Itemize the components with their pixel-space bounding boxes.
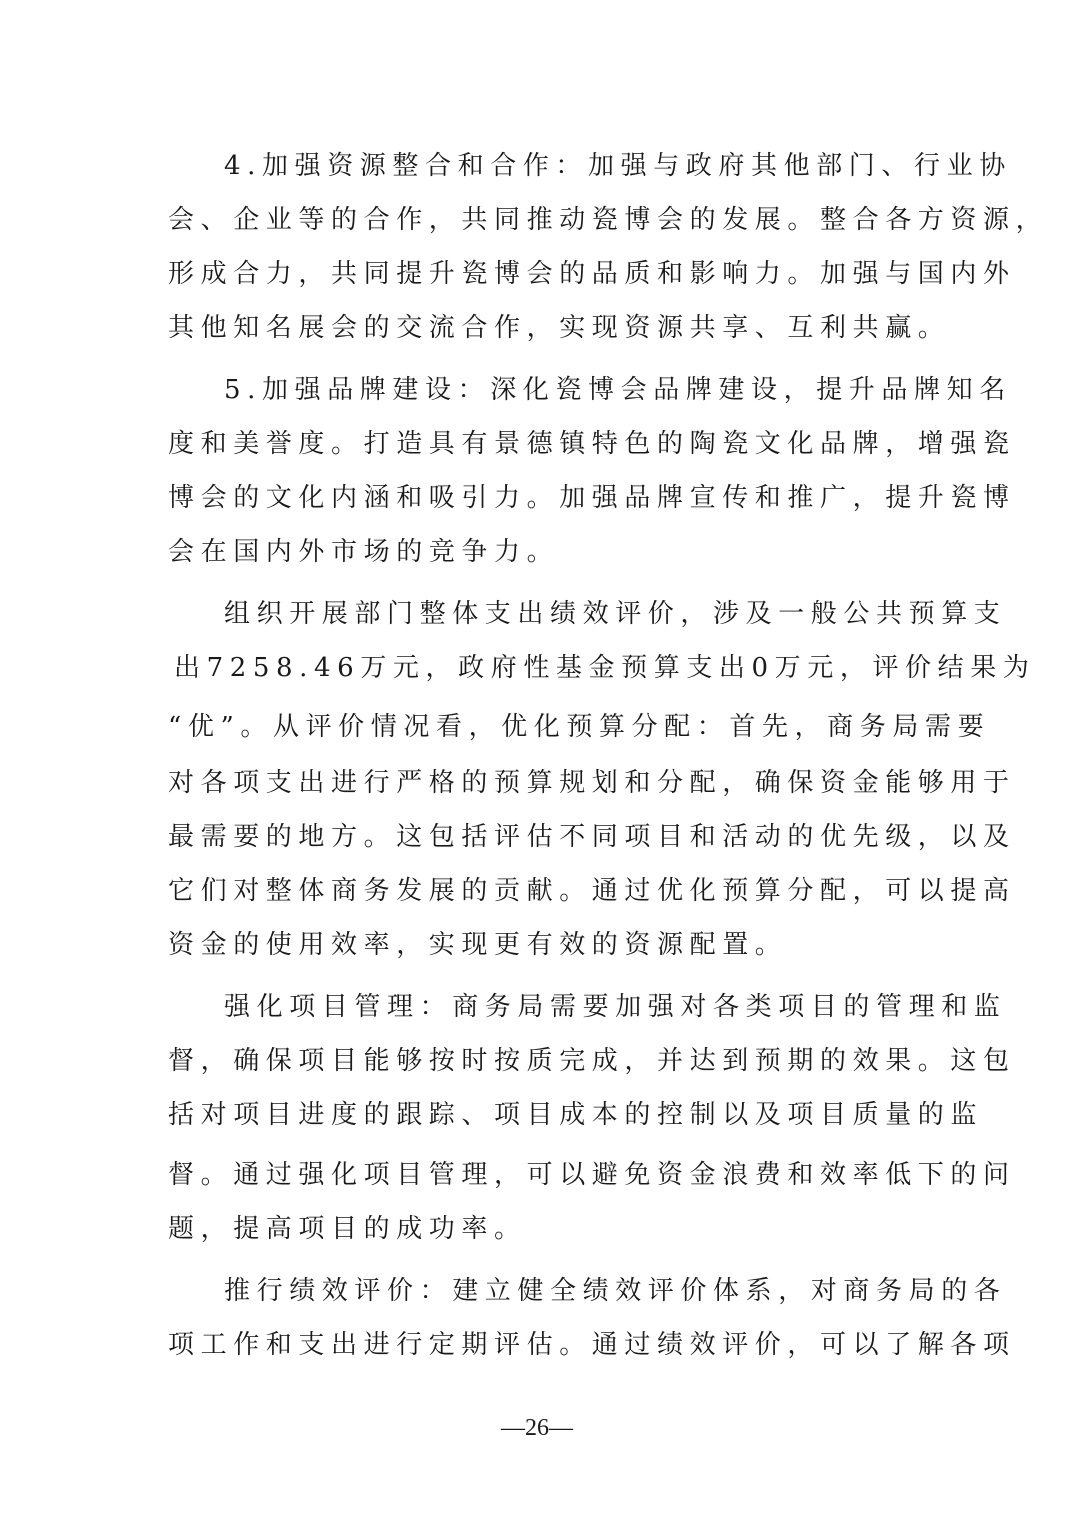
evaluation-paragraph-line-6: 它们对整体商务发展的贡献。通过优化预算分配，可以提高 xyxy=(168,876,1016,906)
paragraph-5-line-4: 会在国内外市场的竞争力。 xyxy=(168,537,560,567)
evaluation-paragraph-line-4: 对各项支出进行严格的预算规划和分配，确保资金能够用于 xyxy=(168,768,1016,798)
paragraph-4-line-2: 会、企业等的合作，共同推动瓷博会的发展。整合各方资源， xyxy=(168,205,1049,235)
project-management-line-1: 强化项目管理：商务局需要加强对各类项目的管理和监 xyxy=(224,992,1007,1022)
paragraph-4-line-1: 4.加强资源整合和合作：加强与政府其他部门、行业协 xyxy=(224,151,1012,181)
project-management-line-5: 题，提高项目的成功率。 xyxy=(168,1214,527,1244)
project-management-line-2: 督，确保项目能够按时按质完成，并达到预期的效果。这包 xyxy=(168,1046,1016,1076)
evaluation-paragraph-line-2: 出7258.46万元，政府性基金预算支出0万元，评价结果为 xyxy=(174,653,1036,683)
project-management-line-3: 括对项目进度的跟踪、项目成本的控制以及项目质量的监 xyxy=(168,1100,984,1130)
evaluation-paragraph-line-5: 最需要的地方。这包括评估不同项目和活动的优先级，以及 xyxy=(168,822,1016,852)
paragraph-4-line-3: 形成合力，共同提升瓷博会的品质和影响力。加强与国内外 xyxy=(168,259,1016,289)
performance-evaluation-line-1: 推行绩效评价：建立健全绩效评价体系，对商务局的各 xyxy=(224,1276,1007,1306)
evaluation-paragraph-line-3: “优”。从评价情况看，优化预算分配：首先，商务局需要 xyxy=(168,712,991,742)
page-number: —26— xyxy=(501,1415,573,1441)
paragraph-5-line-3: 博会的文化内涵和吸引力。加强品牌宣传和推广，提升瓷博 xyxy=(168,483,1016,513)
paragraph-4-line-4: 其他知名展会的交流合作，实现资源共享、互利共赢。 xyxy=(168,313,951,343)
evaluation-paragraph-line-1: 组织开展部门整体支出绩效评价，涉及一般公共预算支 xyxy=(224,599,1007,629)
project-management-line-4: 督。通过强化项目管理，可以避免资金浪费和效率低下的问 xyxy=(168,1160,1016,1190)
performance-evaluation-line-2: 项工作和支出进行定期评估。通过绩效评价，可以了解各项 xyxy=(168,1330,1016,1360)
paragraph-5-line-2: 度和美誉度。打造具有景德镇特色的陶瓷文化品牌，增强瓷 xyxy=(168,429,1016,459)
paragraph-5-line-1: 5.加强品牌建设：深化瓷博会品牌建设，提升品牌知名 xyxy=(224,375,1012,405)
evaluation-paragraph-line-7: 资金的使用效率，实现更有效的资源配置。 xyxy=(168,930,788,960)
